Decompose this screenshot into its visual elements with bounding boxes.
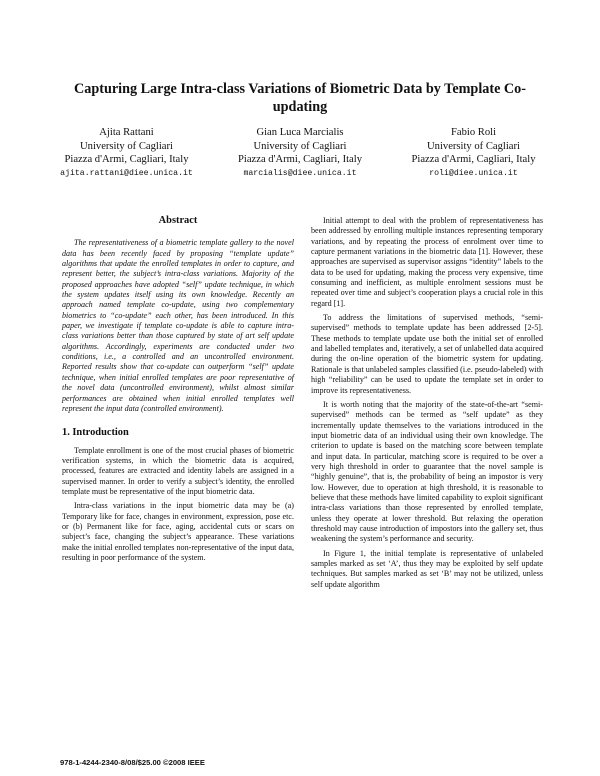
author-email: roli@diee.unica.it <box>429 168 518 178</box>
section-heading-introduction: 1. Introduction <box>62 427 129 439</box>
abstract-heading: Abstract <box>158 215 198 226</box>
author-affiliation: University of Cagliari <box>427 140 520 152</box>
author-address: Piazza d'Armi, Cagliari, Italy <box>64 154 189 165</box>
author-name: Fabio Roli <box>450 127 497 138</box>
left-column <box>62 216 294 567</box>
paragraph: Intra-class variations in the input biometric data may be (a) Temporary like for face, changes in environment, expression, pose etc. or (b) Permanent like for face, aging, accidental cuts or scars on subject’s face, changing the subject’s appearance. These variations make the initial enrolled templates non-representative of the input data, resulting in poor performance of the system. <box>62 501 294 562</box>
author-1 <box>40 126 213 180</box>
paper-title: Capturing Large Intra-class Variations of Biometric Data by Template Co-updating <box>73 81 526 115</box>
paragraph: To address the limitations of supervised methods, “semi-supervised” methods to template update has been addressed [2-5]. These methods to template update use both the initial set of enrolled and labelled templates and, iteratively, a set of unlabelled data acquired during the on-line operation of the biometric system for updating. Rationale is that unlabeled samples classified (i.e. pseudo-labeled) with high “reliability” can be used to update the template set in order to improve its representativeness. <box>311 313 543 395</box>
author-affiliation: University of Cagliari <box>253 140 347 152</box>
author-address: Piazza d'Armi, Cagliari, Italy <box>411 154 536 165</box>
right-column <box>311 216 543 594</box>
author-3 <box>387 126 560 180</box>
copyright-footer: 978-1-4244-2340-8/08/$25.00 ©2008 IEEE <box>60 758 205 767</box>
author-name: Gian Luca Marcialis <box>256 127 344 138</box>
author-email: ajita.rattani@diee.unica.it <box>60 168 193 178</box>
author-2 <box>214 126 387 180</box>
abstract-text: The representativeness of a biometric template gallery to the novel data has been recently faced by proposing “template update” algorithms that update the enrolled templates in order to capture, and represent better, the subject’s intra-class variations. Majority of the proposed approaches have adopted “self” update technique, in which the system updates itself using its own knowledge. Recently an approach named template co-update, using two complementary biometrics to “co-update” each other, has been introduced. In this paper, we investigate if template co-update is able to capture intra-class variations better than those captured by state of art self update algorithms. Accordingly, experiments are conducted under two conditions, i.e., a controlled and an uncontrolled environment. Reported results show that co-update can outperform “self” update technique, when initial enrolled templates are poor representative of the novel data (uncontrolled environment), whilst almost similar performances are obtained when initial enrolled templates well represent the input data (controlled environment). <box>62 238 294 413</box>
author-affiliation: University of Cagliari <box>80 140 173 152</box>
author-block <box>40 126 560 180</box>
paragraph: Initial attempt to deal with the problem of representativeness has been addressed by enrolling multiple instances representing temporary variations, and by repeating the process of enrolment over time to capture permanent variations in the biometric data [1]. However, these approaches are supervised as supervisor assigns “identity” labels to the data to be used for updating, making the process very expensive, time consuming and inefficient, as multiple enrolment sessions must be repeated over time and subject’s cooperation plays a crucial role in this regard [1]. <box>311 216 543 308</box>
author-email: marcialis@diee.unica.it <box>243 168 357 178</box>
author-address: Piazza d'Armi, Cagliari, Italy <box>238 154 362 165</box>
paragraph: In Figure 1, the initial template is representative of unlabeled samples marked as set ‘A’, thus they may be exploited by self update techniques. But samples marked as set ‘B’ may not be utilized, unless self update algorithm <box>311 548 543 589</box>
paragraph: Template enrollment is one of the most crucial phases of biometric verification systems, in which the biometric data is acquired, processed, features are extracted and identity labels are assigned in a supervised manner. In order to verify a subject’s identity, the enrolled template must be representative of the input biometric data. <box>62 445 294 496</box>
paragraph: It is worth noting that the majority of the state-of-the-art “semi-supervised” methods can be termed as “self update” as they incrementally update themselves to the variations introduced in the input biometric data of an individual using their own knowledge. The criterion to update is based on the matching score between template and input data. In particular, matching score is required to be over a very high threshold in order to guarantee that the novel sample is “highly genuine”, that is, the probability of being an impostor is very low. However, due to operation at high threshold, it is reasonable to believe that these methods have limited capability to exploit significant intra-class variations than those represented by enrolled template, unless they operate at lower threshold. But relaxing the operation threshold may cause introduction of impostors into the gallery set, thus weakening the system’s performance and security. <box>311 399 543 544</box>
author-name: Ajita Rattani <box>99 127 154 138</box>
